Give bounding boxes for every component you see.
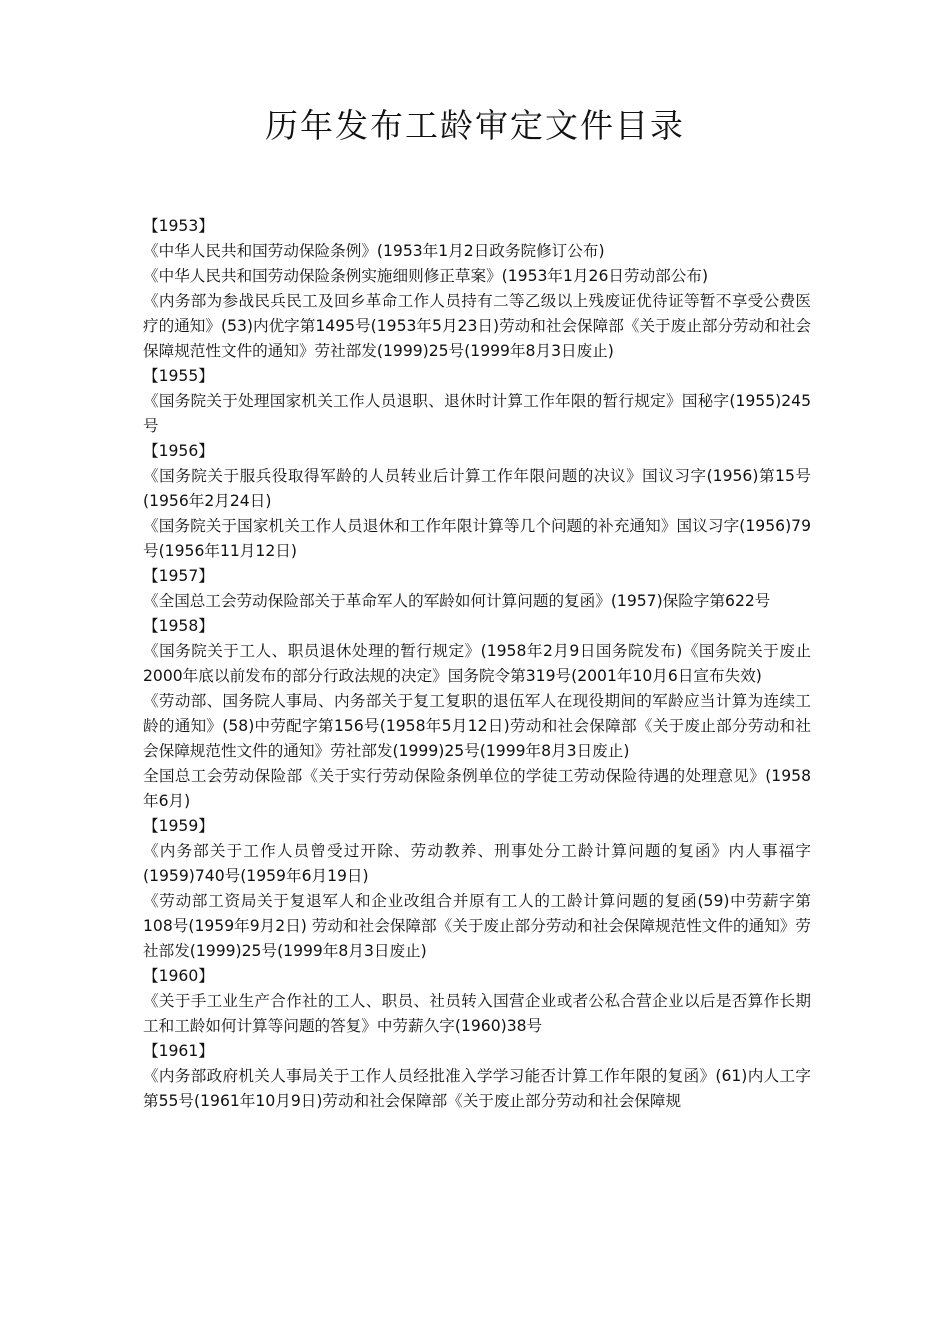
year-heading: 【1956】 xyxy=(143,442,214,460)
document-entry: 《内务部政府机关人事局关于工作人员经批准入学学习能否计算工作年限的复函》(61)内人工字第55号(1961年10月9日)劳动和社会保障部《关于废止部分劳动和社会保障规 xyxy=(143,1067,811,1110)
year-heading: 【1960】 xyxy=(143,967,214,985)
document-entry: 全国总工会劳动保险部《关于实行劳动保险条例单位的学徒工劳动保险待遇的处理意见》(1958年6月) xyxy=(143,767,811,810)
document-entry: 《国务院关于处理国家机关工作人员退职、退休时计算工作年限的暂行规定》国秘字(1955)245号 xyxy=(143,392,811,435)
document-entry: 《全国总工会劳动保险部关于革命军人的军龄如何计算问题的复函》(1957)保险字第622号 xyxy=(143,592,771,610)
document-entry: 《关于手工业生产合作社的工人、职员、社员转入国营企业或者公私合营企业以后是否算作长期工和工龄如何计算等问题的答复》中劳薪久字(1960)38号 xyxy=(143,992,811,1035)
document-entry: 《国务院关于国家机关工作人员退休和工作年限计算等几个问题的补充通知》国议习字(1956)79号(1956年11月12日) xyxy=(143,517,811,560)
document-entry: 《劳动部、国务院人事局、内务部关于复工复职的退伍军人在现役期间的军龄应当计算为连续工龄的通知》(58)中劳配字第156号(1958年5月12日)劳动和社会保障部《关于废止部分劳动和社会保障规范性文件的通知》劳社部发(1999)25号(1999年8月3日废止) xyxy=(143,692,811,760)
document-entry: 《国务院关于工人、职员退休处理的暂行规定》(1958年2月9日国务院发布)《国务院关于废止2000年底以前发布的部分行政法规的决定》国务院令第319号(2001年10月6日宣布失效) xyxy=(143,642,811,685)
document-entry: 《中华人民共和国劳动保险条例实施细则修正草案》(1953年1月26日劳动部公布) xyxy=(143,267,709,285)
year-heading: 【1961】 xyxy=(143,1042,214,1060)
document-entry: 《内务部为参战民兵民工及回乡革命工作人员持有二等乙级以上残废证优待证等暂不享受公费医疗的通知》(53)内优字第1495号(1953年5月23日)劳动和社会保障部《关于废止部分劳动和社会保障规范性文件的通知》劳社部发(1999)25号(1999年8月3日废止) xyxy=(143,292,811,360)
document-entry: 《内务部关于工作人员曾受过开除、劳动教养、刑事处分工龄计算问题的复函》内人事福字(1959)740号(1959年6月19日) xyxy=(143,842,811,885)
year-heading: 【1957】 xyxy=(143,567,214,585)
document-title: 历年发布工龄审定文件目录 xyxy=(265,106,685,145)
document-entry: 《国务院关于服兵役取得军龄的人员转业后计算工作年限问题的决议》国议习字(1956)第15号(1956年2月24日) xyxy=(143,467,811,510)
year-heading: 【1955】 xyxy=(143,367,214,385)
year-heading: 【1953】 xyxy=(143,217,214,235)
document-body xyxy=(143,214,811,1114)
year-heading: 【1958】 xyxy=(143,617,214,635)
document-entry: 《劳动部工资局关于复退军人和企业改组合并原有工人的工龄计算问题的复函(59)中劳薪字第108号(1959年9月2日) 劳动和社会保障部《关于废止部分劳动和社会保障规范性文件的通知》劳社部发(1999)25号(1999年8月3日废止) xyxy=(143,892,811,960)
year-heading: 【1959】 xyxy=(143,817,214,835)
document-entry: 《中华人民共和国劳动保险条例》(1953年1月2日政务院修订公布) xyxy=(143,242,605,260)
